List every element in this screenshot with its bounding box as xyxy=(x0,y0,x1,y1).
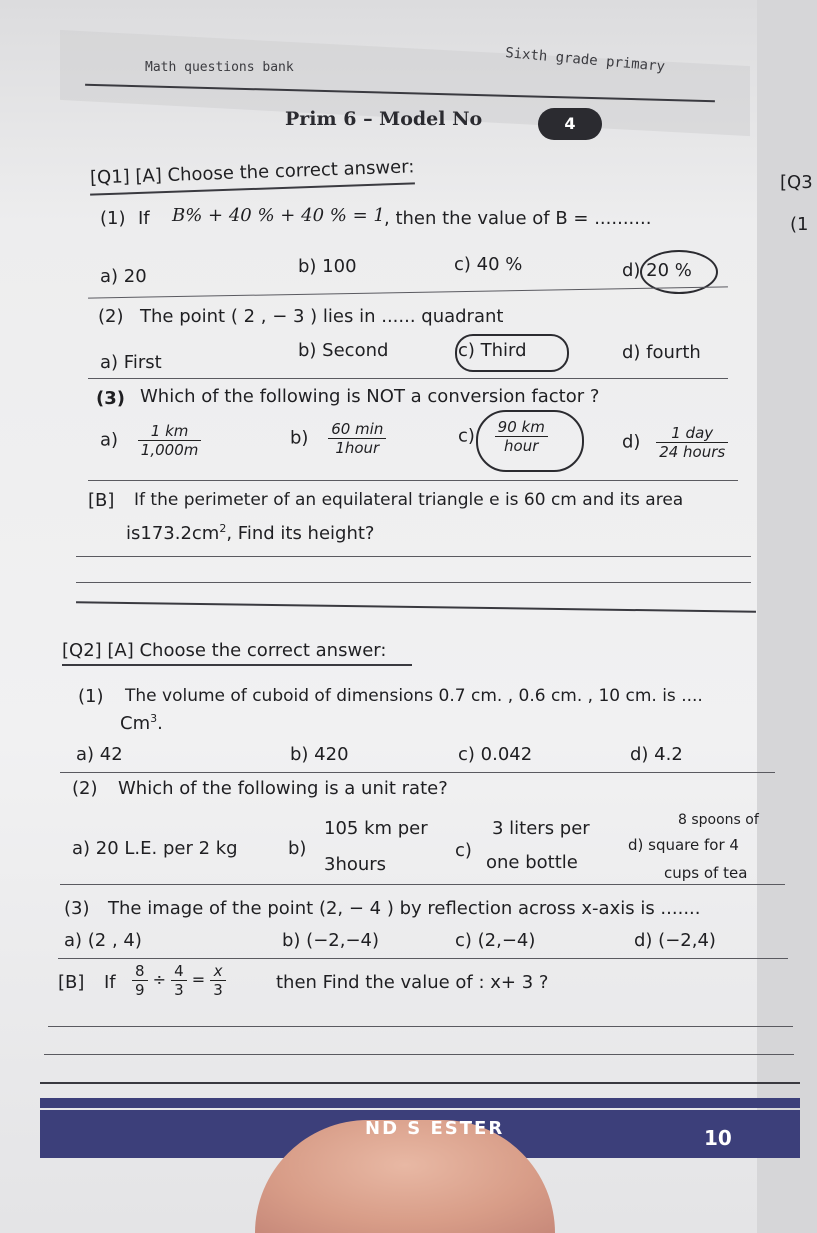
q2-3-number: (3) xyxy=(64,898,90,919)
q1-3-option-c-label: c) xyxy=(458,425,475,447)
q2-1-unit xyxy=(120,712,163,734)
footer-stripe xyxy=(40,1098,800,1108)
q2-1-unit-sup: 3 xyxy=(150,712,158,725)
q2-b-if: If xyxy=(104,972,116,993)
q1-3-option-b-label: b) xyxy=(290,427,309,449)
q1-1-number: (1) xyxy=(100,208,126,229)
q1-title: [Q1] [A] Choose the correct answer: xyxy=(89,156,415,189)
q2-2-rule xyxy=(60,884,785,885)
q1-3-text: Which of the following is NOT a conversion factor ? xyxy=(140,386,600,407)
q1-2-option-b[interactable]: b) Second xyxy=(298,340,389,361)
q1-b-text2 xyxy=(126,522,374,544)
q2-b-answer-line-3 xyxy=(40,1082,800,1084)
q1-1-rule xyxy=(88,286,728,298)
q2-1-unit-dot: . xyxy=(157,713,163,734)
q2-b-f2-den: 3 xyxy=(174,981,184,999)
model-number-badge: 4 xyxy=(538,108,602,140)
q1-1-option-c[interactable]: c) 40 % xyxy=(454,254,523,275)
q2-3-option-b[interactable]: b) (−2,−4) xyxy=(282,930,380,951)
q2-1-option-b[interactable]: b) 420 xyxy=(290,744,349,765)
q1-1-if: If xyxy=(138,208,150,229)
q1-1-option-a[interactable]: a) 20 xyxy=(100,266,147,287)
q2-b-answer-line-2 xyxy=(44,1054,794,1055)
q1-3-option-d-den: 24 hours xyxy=(659,443,726,461)
q1-2-rule xyxy=(88,378,728,379)
q2-1-number: (1) xyxy=(78,686,104,707)
q2-2-option-c-line2: one bottle xyxy=(486,852,578,873)
q2-b-equation xyxy=(132,962,226,999)
q1-1-option-b[interactable]: b) 100 xyxy=(298,256,357,277)
q2-b-fraction-2 xyxy=(171,962,187,999)
q2-title: [Q2] [A] Choose the correct answer: xyxy=(62,640,387,661)
q1-3-option-c-num: 90 km xyxy=(495,418,548,437)
q2-1-option-a[interactable]: a) 42 xyxy=(76,744,123,765)
q2-title-underline xyxy=(62,664,412,666)
q2-b-label: [B] xyxy=(58,972,85,993)
q1-3-option-b-den: 1hour xyxy=(335,439,380,457)
q1-b-answer-line-1 xyxy=(76,556,751,557)
footer-page-number: 10 xyxy=(704,1126,732,1150)
q2-2-option-a[interactable]: a) 20 L.E. per 2 kg xyxy=(72,838,238,859)
q1-2-option-c[interactable]: c) Third xyxy=(458,340,527,361)
q1-1-option-d[interactable]: d) 20 % xyxy=(622,260,692,281)
q1-3-option-a-label: a) xyxy=(100,429,119,451)
q2-b-f1-num: 8 xyxy=(132,962,148,981)
q2-3-option-d[interactable]: d) (−2,4) xyxy=(634,930,716,951)
q2-b-f3-num: x xyxy=(210,962,226,981)
q2-2-option-d-line3: cups of tea xyxy=(664,864,748,882)
q2-3-text: The image of the point (2, − 4 ) by reflection across x-axis is ....... xyxy=(108,898,701,919)
q1-2-text: The point ( 2 , − 3 ) lies in ...... quadrant xyxy=(140,306,504,327)
q1-3-option-a-num: 1 km xyxy=(138,422,202,441)
q2-b-f1-den: 9 xyxy=(135,981,145,999)
q1-3-option-b-num: 60 min xyxy=(328,420,386,439)
q2-1-unit-base: Cm xyxy=(120,713,151,734)
q1-3-option-a-den: 1,000m xyxy=(140,441,199,459)
q1-3-option-d-label: d) xyxy=(622,431,641,453)
q1-b-answer-line-2 xyxy=(76,582,751,583)
footer-semester: ND S ESTER xyxy=(365,1118,505,1139)
q1-2-answer-circle xyxy=(455,334,569,372)
q2-2-option-b-line2: 3hours xyxy=(324,854,387,875)
q2-1-option-d[interactable]: d) 4.2 xyxy=(630,744,683,765)
q1-b-question: , Find its height? xyxy=(226,523,375,544)
q2-2-option-d-line2[interactable]: d) square for 4 xyxy=(628,836,739,854)
q1-3-option-c-den: hour xyxy=(504,437,539,455)
q1-b-answer-line-3 xyxy=(76,601,756,612)
q1-1-text: , then the value of B = .......... xyxy=(384,208,652,229)
q2-2-option-c-line1: 3 liters per xyxy=(492,818,590,839)
q1-3-option-b[interactable] xyxy=(290,420,386,457)
q1-b-area-sup: 2 xyxy=(219,522,227,535)
q2-2-option-c-label[interactable]: c) xyxy=(455,840,472,861)
q2-1-text: The volume of cuboid of dimensions 0.7 cm. , 0.6 cm. , 10 cm. is .... xyxy=(125,686,703,706)
q1-2-option-d[interactable]: d) fourth xyxy=(622,342,701,363)
q2-b-fraction-1 xyxy=(132,962,148,999)
q2-3-option-c[interactable]: c) (2,−4) xyxy=(455,930,536,951)
q1-3-answer-circle xyxy=(476,410,584,472)
q1-b-label: [B] xyxy=(88,490,115,511)
q2-2-option-d-line1: 8 spoons of xyxy=(678,812,759,828)
q1-3-number: (3) xyxy=(96,388,125,409)
q1-3-option-d[interactable] xyxy=(622,424,728,461)
q2-3-rule xyxy=(58,958,788,959)
q2-2-option-b-line1: 105 km per xyxy=(324,818,428,839)
header-right-title: Sixth grade primary xyxy=(504,45,666,75)
margin-q3: [Q3 xyxy=(780,172,813,193)
model-label: Prim 6 – Model No xyxy=(285,108,483,130)
q2-b-divide-sign: ÷ xyxy=(152,970,167,989)
q2-b-text: then Find the value of : x+ 3 ? xyxy=(276,972,549,993)
margin-paren: (1 xyxy=(790,214,809,235)
q1-3-option-a-fraction xyxy=(138,422,202,459)
q2-1-option-c[interactable]: c) 0.042 xyxy=(458,744,533,765)
q1-2-number: (2) xyxy=(98,306,124,327)
q2-b-f3-den: 3 xyxy=(213,981,223,999)
q1-2-option-a[interactable]: a) First xyxy=(100,352,162,373)
q1-b-text: If the perimeter of an equilateral triangle e is 60 cm and its area xyxy=(134,490,684,510)
q2-b-answer-line-1 xyxy=(48,1026,793,1027)
header-left-title: Math questions bank xyxy=(145,60,294,75)
q1-1-expression: B% + 40 % + 40 % = 1 xyxy=(172,205,385,226)
q1-b-area-value: is173.2cm xyxy=(126,523,220,544)
q1-3-option-d-num: 1 day xyxy=(656,424,728,443)
q2-b-equals-sign: = xyxy=(191,970,206,989)
q2-2-text: Which of the following is a unit rate? xyxy=(118,778,448,799)
q2-1-rule xyxy=(60,772,775,773)
q2-3-option-a[interactable]: a) (2 , 4) xyxy=(64,930,142,951)
q1-3-option-b-fraction xyxy=(328,420,386,457)
q2-b-fraction-3 xyxy=(210,962,226,999)
q1-3-option-d-fraction xyxy=(656,424,728,461)
q1-3-rule xyxy=(88,480,738,481)
q2-2-number: (2) xyxy=(72,778,98,799)
q2-b-f2-num: 4 xyxy=(171,962,187,981)
q2-2-option-b-label[interactable]: b) xyxy=(288,838,307,859)
q1-3-option-a[interactable] xyxy=(100,422,201,459)
